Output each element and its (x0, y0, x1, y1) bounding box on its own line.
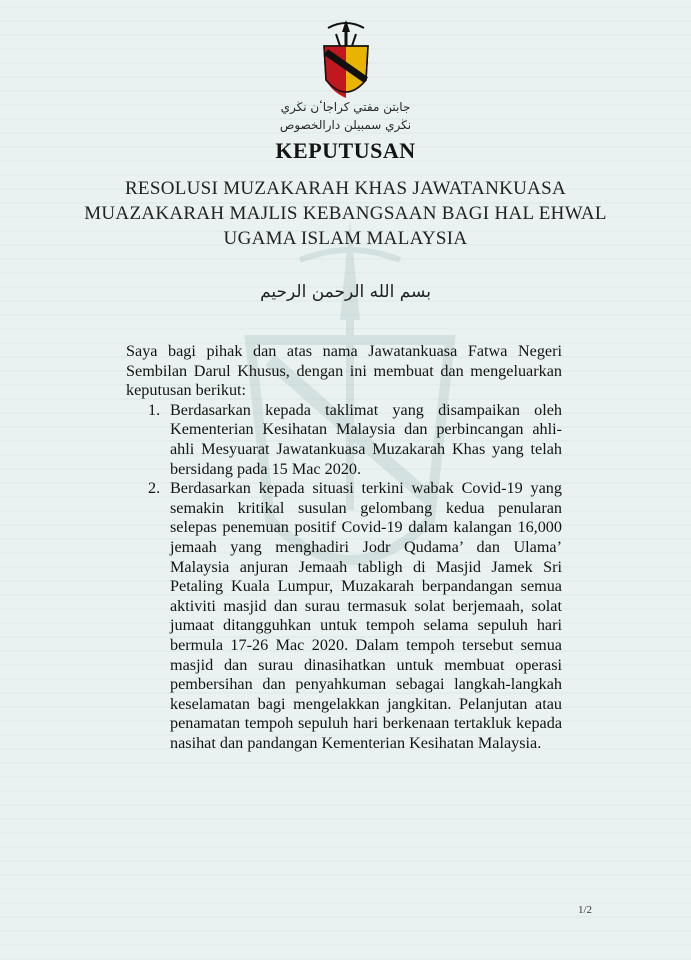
intro-paragraph: Saya bagi pihak dan atas nama Jawatankuasa Fatwa Negeri Sembilan Darul Khusus, dengan ini membuat dan mengeluarkan keputusan berikut: (126, 342, 562, 400)
decision-list (126, 401, 562, 754)
list-item-number: 2. (148, 479, 161, 498)
list-item-text: Berdasarkan kepada taklimat yang disampaikan oleh Kementerian Kesihatan Malaysia dan perbincangan ahli-ahli Mesyuarat Jawatankuasa Muzakarah Khas yang telah bersidang pada 15 Mac 2020. (170, 400, 562, 478)
list-item (126, 401, 562, 479)
state-crest-icon (318, 18, 374, 104)
department-name-jawi: جابتن مفتي كراجاٴن نڬري (280, 100, 411, 114)
document-title: KEPUTUSAN (275, 138, 416, 163)
list-item-number: 1. (148, 400, 161, 419)
list-item (126, 479, 562, 753)
document-subtitle: RESOLUSI MUZAKARAH KHAS JAWATANKUASA MUAZAKARAH MAJLIS KEBANGSAAN BAGI HAL EHWAL UGAMA ISLAM MALAYSIA (84, 178, 607, 249)
basmalah-calligraphy: بسم الله الرحمن الرحيم (260, 282, 431, 302)
state-name-jawi: نڬري سمبيلن دارالخصوص (279, 118, 412, 132)
list-item-text: Berdasarkan kepada situasi terkini wabak Covid-19 yang semakin kritikal susulan gelombang kedua penularan selepas penemuan positif Covid-19 dalam kalangan 16,000 jemaah yang menghadiri Jodr Qudama’ dan Ulama’ Malaysia anjuran Jemaah tabligh di Masjid Jamek Sri Petaling Kuala Lumpur, Muzakarah berpandangan semua aktiviti masjid dan surau termasuk solat berjemaah, solat jumaat ditangguhkan untuk tempoh selama sepuluh hari bermula 17-26 Mac 2020. Dalam tempoh tersebut semua masjid dan surau dinasihatkan untuk membuat operasi pembersihan dan penyahkuman sebagai langkah-langkah keselamatan bagi mengelakkan jangkitan. Pelanjutan atau penamatan tempoh sepuluh hari berkenaan tertakluk kepada nasihat dan pandangan Kementerian Kesihatan Malaysia. (170, 479, 562, 752)
document-body (126, 342, 562, 753)
page-number: 1/2 (578, 904, 593, 916)
